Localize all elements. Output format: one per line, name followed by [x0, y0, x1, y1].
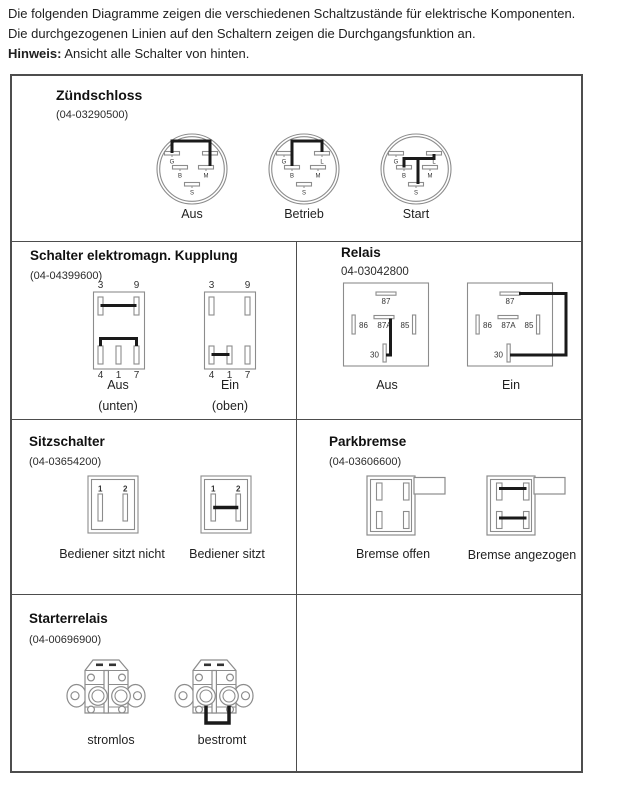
terminal-label-m: M: [203, 173, 209, 180]
note-text: Ansicht alle Schalter von hinten.: [64, 46, 250, 61]
state-sublabel-oben: (oben): [211, 399, 249, 413]
pin-label-9: 9: [244, 280, 251, 291]
kupplung-title: Schalter elektromagn. Kupplung: [30, 248, 238, 263]
parkbremse-part-number: (04-03606600): [329, 456, 402, 468]
starterrelais-diagram-bestromt: [168, 653, 260, 731]
terminal-label-s: S: [301, 190, 307, 197]
kupplung-part-number: (04-04399600): [30, 270, 103, 282]
state-label-sitzt-nicht: Bediener sitzt nicht: [59, 547, 165, 561]
terminal-label-b: B: [401, 173, 407, 180]
diagram-table: [10, 74, 583, 773]
starterrelais-title: Starterrelais: [29, 611, 108, 626]
note-label: Hinweis:: [8, 46, 62, 61]
state-sublabel-unten: (unten): [98, 399, 138, 413]
terminal-label-m: M: [427, 173, 433, 180]
zuendschloss-title: Zündschloss: [56, 87, 143, 103]
kupplung-diagram-aus: [88, 276, 150, 384]
state-label-ein: Ein: [220, 378, 240, 392]
pin-label-3: 3: [97, 280, 104, 291]
sitzschalter-part-number: (04-03654200): [29, 456, 102, 468]
sitzschalter-title: Sitzschalter: [29, 434, 105, 449]
sitzschalter-diagram-geschlossen: [200, 475, 254, 537]
terminal-label-s: S: [413, 190, 419, 197]
column-divider: [296, 241, 297, 771]
parkbremse-diagram-offen: [366, 475, 466, 537]
terminal-label-l: L: [208, 159, 212, 166]
state-label-stromlos: stromlos: [87, 733, 135, 747]
terminal-label-85: 85: [400, 321, 410, 330]
sitzschalter-diagram-offen: [87, 475, 141, 537]
relais-diagram-aus: [342, 281, 450, 371]
terminal-label-85: 85: [524, 321, 534, 330]
pin-label-1: 1: [115, 370, 122, 381]
kupplung-diagram-ein: [199, 276, 261, 384]
state-label-start: Start: [402, 207, 430, 221]
terminal-label-b: B: [289, 173, 295, 180]
pin-label-4: 4: [208, 370, 215, 381]
terminal-label-87: 87: [505, 297, 515, 306]
state-label-offen: Bremse offen: [355, 547, 431, 561]
zuendschloss-diagram-aus: [152, 131, 232, 211]
state-label-betrieb: Betrieb: [284, 207, 324, 221]
starterrelais-diagram-stromlos: [60, 653, 152, 731]
terminal-label-30: 30: [494, 350, 503, 360]
terminal-label-87: 87: [381, 297, 391, 306]
terminal-label-87a: 87A: [377, 321, 392, 330]
terminal-label-b: B: [177, 173, 183, 180]
pin-label-1: 1: [97, 484, 103, 494]
terminal-label-86: 86: [359, 321, 368, 330]
pin-label-2: 2: [122, 484, 128, 494]
intro-note: [8, 46, 249, 61]
pin-label-1: 1: [226, 370, 233, 381]
state-label-sitzt: Bediener sitzt: [189, 547, 265, 561]
relais-diagram-ein: [466, 281, 574, 371]
zuendschloss-diagram-start: [376, 131, 456, 211]
state-label-aus: Aus: [376, 378, 398, 392]
terminal-label-m: M: [315, 173, 321, 180]
connection-line-aus: [101, 306, 137, 347]
terminal-label-30: 30: [370, 350, 379, 360]
state-label-ein: Ein: [501, 378, 521, 392]
pin-label-7: 7: [133, 370, 140, 381]
pin-label-3: 3: [208, 280, 215, 291]
state-label-bestromt: bestromt: [197, 733, 247, 747]
parkbremse-title: Parkbremse: [329, 434, 407, 449]
terminal-label-g: G: [169, 159, 175, 166]
state-label-angezogen: Bremse angezogen: [467, 548, 577, 562]
pin-label-7: 7: [244, 370, 251, 381]
terminal-label-86: 86: [483, 321, 492, 330]
pin-label-1: 1: [210, 484, 216, 494]
terminal-label-g: G: [393, 159, 399, 166]
relais-title: Relais: [341, 245, 381, 260]
parkbremse-diagram-angezogen: [486, 475, 586, 537]
pin-label-4: 4: [97, 370, 104, 381]
terminal-label-s: S: [189, 190, 195, 197]
intro-line-1: Die folgenden Diagramme zeigen die verschiedenen Schaltzustände für elektrische Komponenten.: [8, 6, 576, 21]
zuendschloss-diagram-betrieb: [264, 131, 344, 211]
state-label-aus: Aus: [107, 378, 129, 392]
terminal-label-87a: 87A: [501, 321, 516, 330]
terminal-label-l: L: [432, 159, 436, 166]
pin-label-9: 9: [133, 280, 140, 291]
intro-line-2: Die durchgezogenen Linien auf den Schaltern zeigen die Durchgangsfunktion an.: [8, 26, 476, 41]
state-label-aus: Aus: [181, 207, 203, 221]
terminal-label-l: L: [320, 159, 324, 166]
starterrelais-part-number: (04-00696900): [29, 634, 102, 646]
zuendschloss-part-number: (04-03290500): [56, 109, 129, 121]
terminal-label-g: G: [281, 159, 287, 166]
pin-label-2: 2: [235, 484, 241, 494]
relais-part-number: 04-03042800: [341, 266, 409, 278]
